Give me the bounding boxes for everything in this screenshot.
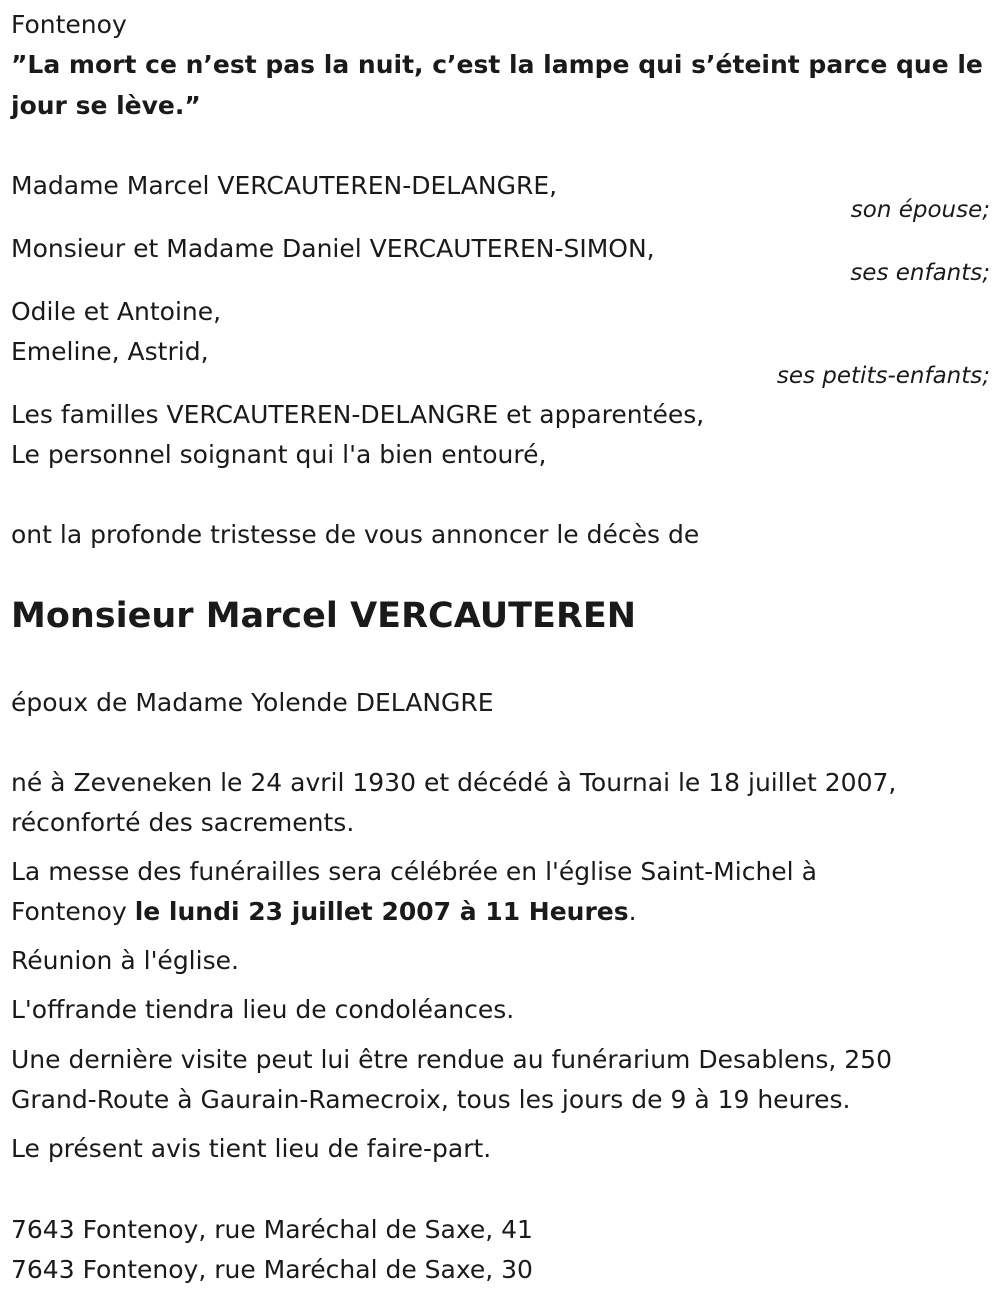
mass-line-2	[11, 897, 637, 927]
spouse-role: son épouse;	[850, 197, 990, 223]
spouse-of-line: époux de Madame Yolende DELANGRE	[11, 688, 494, 717]
quote-line-1: ”La mort ce n’est pas la nuit, c’est la lampe qui s’éteint parce que le	[11, 50, 983, 79]
quote-line-2: jour se lève.”	[11, 91, 201, 120]
mass-suffix: .	[628, 897, 637, 926]
staff-line: Le personnel soignant qui l'a bien entouré,	[11, 440, 547, 469]
place-heading: Fontenoy	[11, 10, 127, 39]
deceased-name: Monsieur Marcel VERCAUTEREN	[11, 596, 637, 636]
grandchildren-role: ses petits-enfants;	[776, 363, 990, 389]
children-name: Monsieur et Madame Daniel VERCAUTEREN-SIMON,	[11, 234, 655, 263]
children-role: ses enfants;	[850, 260, 990, 286]
mass-prefix: Fontenoy	[11, 897, 135, 926]
mass-date: le lundi 23 juillet 2007 à 11 Heures	[134, 897, 629, 926]
meeting-line: Réunion à l'église.	[11, 946, 239, 975]
grandchildren-line-1: Odile et Antoine,	[11, 297, 222, 326]
offering-line: L'offrande tiendra lieu de condoléances.	[11, 995, 515, 1024]
announcement-intro: ont la profonde tristesse de vous annoncer le décès de	[11, 520, 700, 549]
notice-line: Le présent avis tient lieu de faire-part.	[11, 1134, 492, 1163]
grandchildren-line-2: Emeline, Astrid,	[11, 337, 209, 366]
sacraments-line: réconforté des sacrements.	[11, 808, 355, 837]
visit-line-2: Grand-Route à Gaurain-Ramecroix, tous les jours de 9 à 19 heures.	[11, 1085, 851, 1114]
mass-line-1: La messe des funérailles sera célébrée en l'église Saint-Michel à	[11, 857, 817, 886]
families-line: Les familles VERCAUTEREN-DELANGRE et apparentées,	[11, 400, 705, 429]
address-2: 7643 Fontenoy, rue Maréchal de Saxe, 30	[11, 1255, 533, 1284]
spouse-name: Madame Marcel VERCAUTEREN-DELANGRE,	[11, 171, 558, 200]
visit-line-1: Une dernière visite peut lui être rendue au funérarium Desablens, 250	[11, 1045, 892, 1074]
birth-death-line: né à Zeveneken le 24 avril 1930 et décédé à Tournai le 18 juillet 2007,	[11, 768, 897, 797]
address-1: 7643 Fontenoy, rue Maréchal de Saxe, 41	[11, 1215, 533, 1244]
